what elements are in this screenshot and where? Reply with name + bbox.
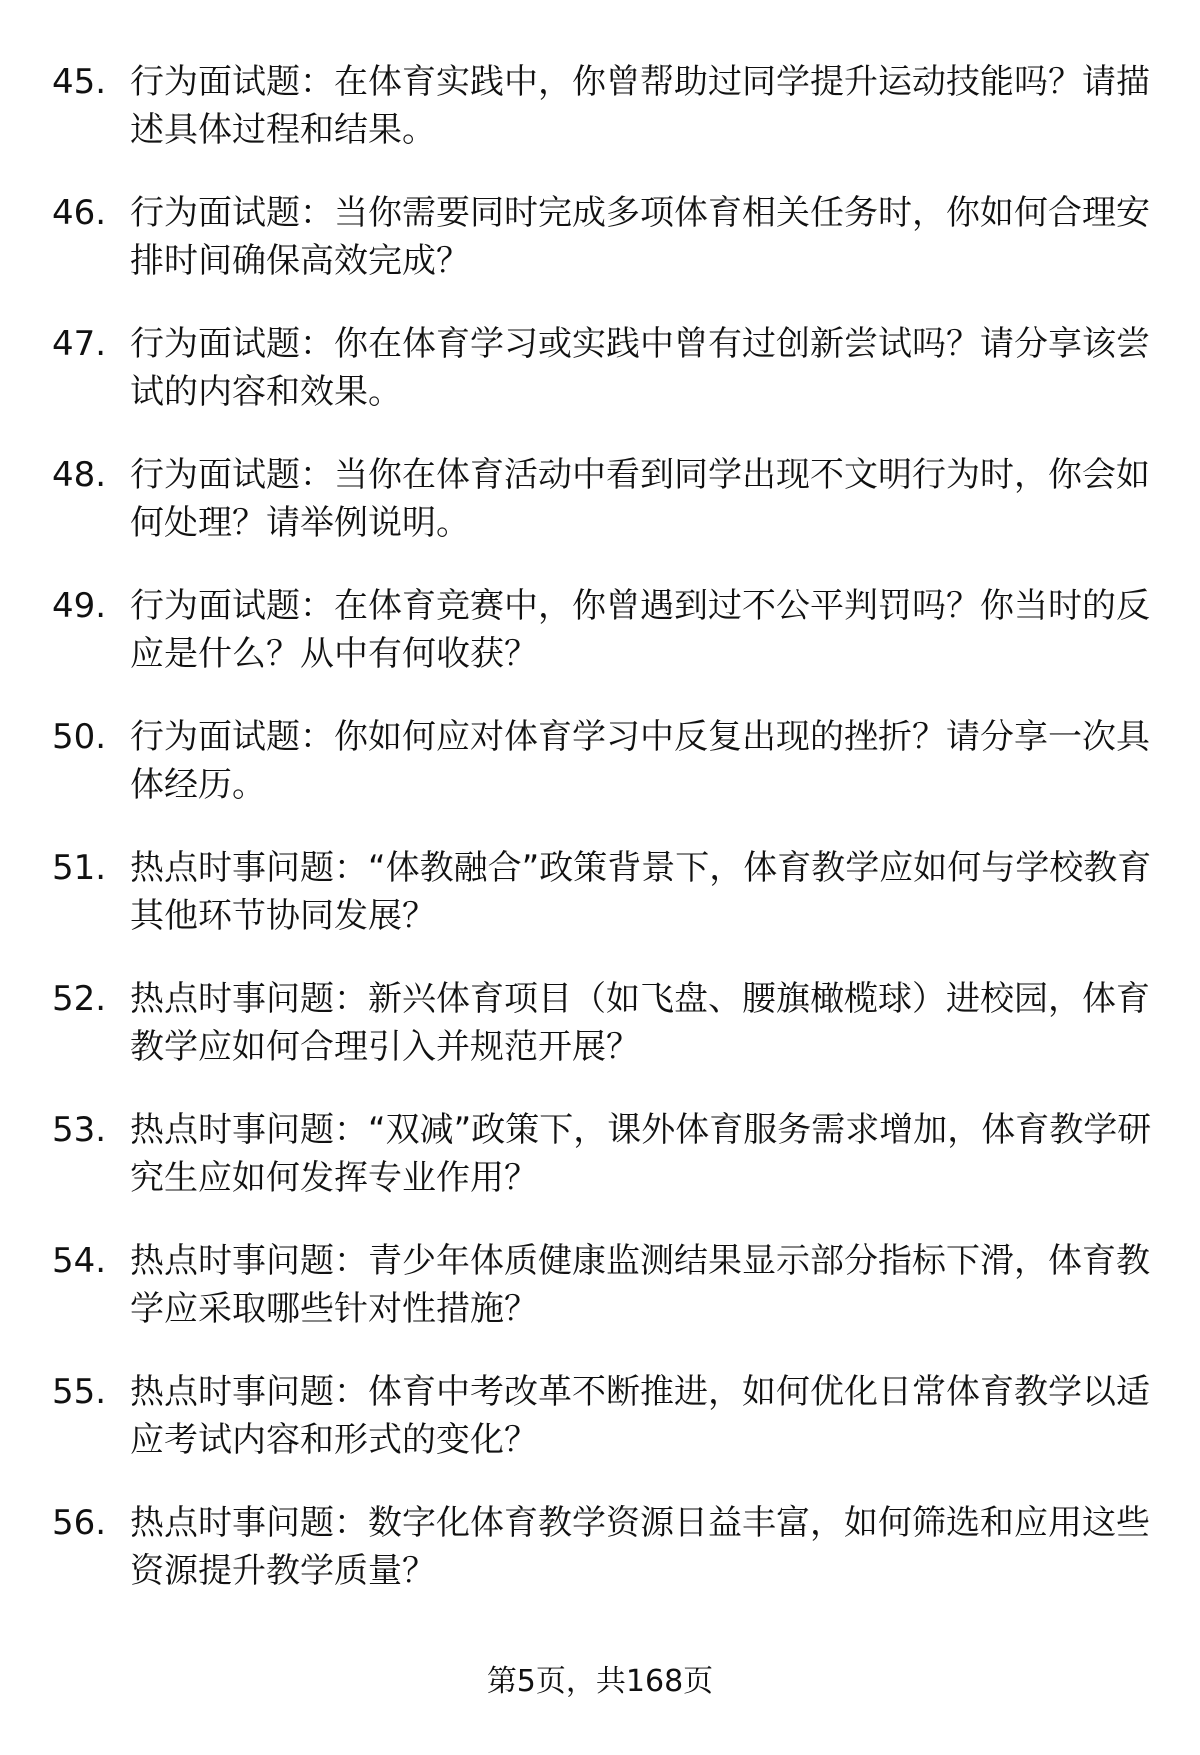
- question-number: 54.: [52, 1241, 107, 1281]
- list-item: [52, 1237, 1152, 1368]
- question-number: 46.: [52, 193, 107, 233]
- list-item: [52, 975, 1152, 1106]
- question-number: 56.: [52, 1503, 107, 1543]
- question-text: 行为面试题：在体育实践中，你曾帮助过同学提升运动技能吗？请描述具体过程和结果。: [130, 62, 1150, 150]
- question-text: 热点时事问题：青少年体质健康监测结果显示部分指标下滑，体育教学应采取哪些针对性措施？: [130, 1241, 1150, 1329]
- question-text: 行为面试题：在体育竞赛中，你曾遇到过不公平判罚吗？你当时的反应是什么？从中有何收获？: [130, 586, 1150, 674]
- question-text: 热点时事问题：“体教融合”政策背景下，体育教学应如何与学校教育其他环节协同发展？: [130, 848, 1152, 936]
- list-item: [52, 189, 1152, 320]
- list-item: [52, 844, 1152, 975]
- list-item: [52, 451, 1152, 582]
- question-number: 55.: [52, 1372, 107, 1412]
- question-text: 热点时事问题：数字化体育教学资源日益丰富，如何筛选和应用这些资源提升教学质量？: [130, 1503, 1150, 1591]
- question-number: 52.: [52, 979, 107, 1019]
- question-number: 53.: [52, 1110, 107, 1150]
- list-item: [52, 1368, 1152, 1499]
- question-text: 行为面试题：你在体育学习或实践中曾有过创新尝试吗？请分享该尝试的内容和效果。: [130, 324, 1150, 412]
- list-item: [52, 1499, 1152, 1630]
- question-number: 45.: [52, 62, 107, 102]
- question-number: 51.: [52, 848, 107, 888]
- list-item: [52, 320, 1152, 451]
- question-text: 热点时事问题：“双减”政策下，课外体育服务需求增加，体育教学研究生应如何发挥专业作用？: [130, 1110, 1152, 1198]
- question-text: 行为面试题：当你需要同时完成多项体育相关任务时，你如何合理安排时间确保高效完成？: [130, 193, 1150, 281]
- question-number: 50.: [52, 717, 107, 757]
- list-item: [52, 582, 1152, 713]
- list-item: [52, 1106, 1152, 1237]
- page-footer: 第5页，共168页: [486, 1664, 714, 1699]
- question-text: 热点时事问题：新兴体育项目（如飞盘、腰旗橄榄球）进校园，体育教学应如何合理引入并规范开展？: [130, 979, 1150, 1067]
- list-item: [52, 713, 1152, 844]
- question-text: 行为面试题：你如何应对体育学习中反复出现的挫折？请分享一次具体经历。: [130, 717, 1150, 805]
- question-text: 热点时事问题：体育中考改革不断推进，如何优化日常体育教学以适应考试内容和形式的变化？: [130, 1372, 1150, 1460]
- list-item: [52, 58, 1152, 189]
- question-number: 47.: [52, 324, 107, 364]
- question-list: [52, 58, 1152, 1630]
- question-text: 行为面试题：当你在体育活动中看到同学出现不文明行为时，你会如何处理？请举例说明。: [130, 455, 1150, 543]
- question-number: 49.: [52, 586, 107, 626]
- question-number: 48.: [52, 455, 107, 495]
